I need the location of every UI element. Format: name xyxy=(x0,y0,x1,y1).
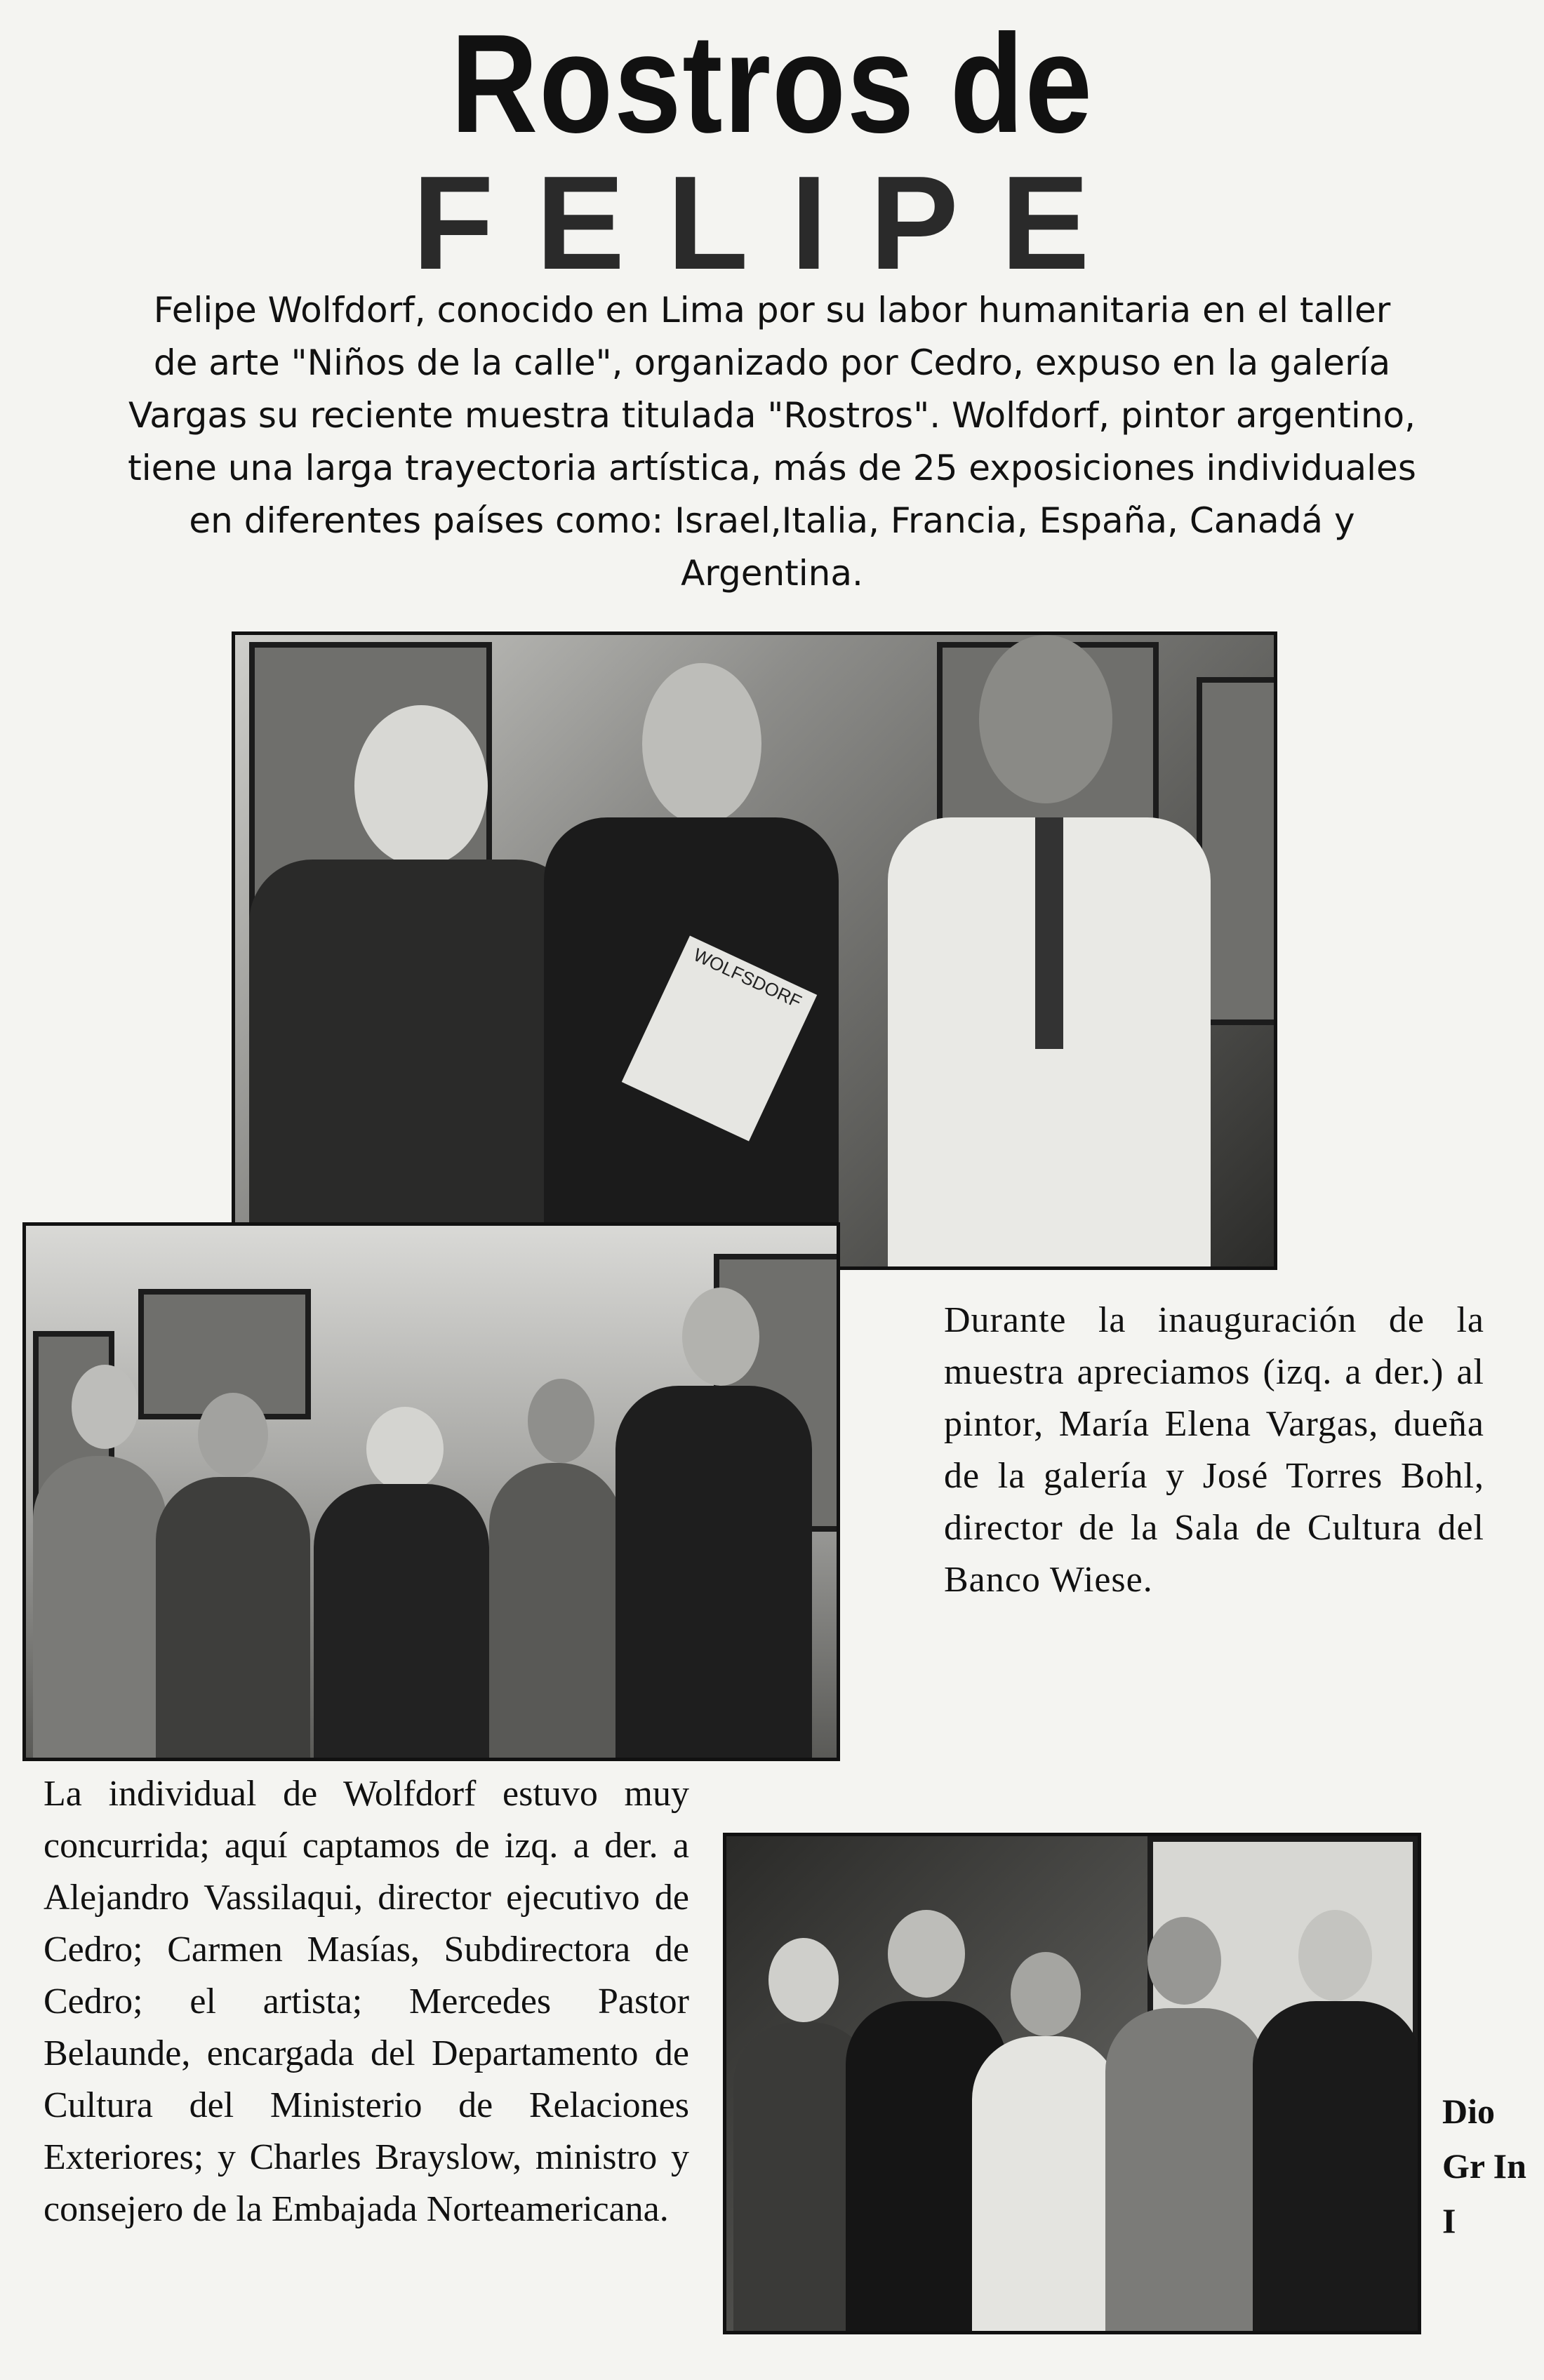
caption-left: La individual de Wolfdorf estuvo muy concurrida; aquí captamos de izq. a der. a Alejandro Vassilaqui, director ejecutivo de Cedro; Carmen Masías, Subdirectora de Cedro; el artista; Mercedes Pastor Belaunde, encargada del Departamento de Cultura del Ministerio de Relaciones Exteriores; y Charles Brayslow, ministro y consejero de la Embajada Norteamericana. xyxy=(44,1774,689,2229)
person-figure xyxy=(1105,1917,1267,2331)
person-figure xyxy=(249,705,579,1266)
headline-line2: FELIPE xyxy=(412,149,1132,298)
person-figure xyxy=(314,1407,489,1758)
person-figure xyxy=(972,1952,1126,2331)
headline-line1: Rostros de xyxy=(451,6,1093,162)
person-figure xyxy=(33,1365,166,1758)
intro-paragraph: Felipe Wolfdorf, conocido en Lima por su labor humanitaria en el taller de arte "Niños de la calle", organizado por Cedro, expuso en la galería Vargas su reciente muestra titulada "Rostros". Wolfdorf, pintor argentino, tiene una larga trayectoria artística, más de 25 exposiciones individuales en diferentes países como: Israel,Italia, Francia, España, Canadá y Argentina. xyxy=(128,290,1416,594)
cut-off-caption-fragment: Dio Gr In I xyxy=(1442,2092,1526,2240)
photo-top xyxy=(232,631,1277,1270)
photo-middle xyxy=(22,1222,840,1761)
person-figure xyxy=(888,635,1218,1266)
person-figure xyxy=(544,663,874,1266)
person-figure xyxy=(156,1393,317,1758)
exhibition-catalog: WOLFSDORF xyxy=(622,936,817,1142)
person-figure xyxy=(489,1379,630,1758)
caption-right: Durante la inauguración de la muestra apreciamos (izq. a der.) al pintor, María Elena Vargas, dueña de la galería y José Torres Bohl, director de la Sala de Cultura del Banco Wiese. xyxy=(944,1300,1484,1600)
photo-bottom xyxy=(723,1833,1421,2334)
person-figure xyxy=(1253,1910,1421,2331)
person-figure xyxy=(615,1288,812,1758)
